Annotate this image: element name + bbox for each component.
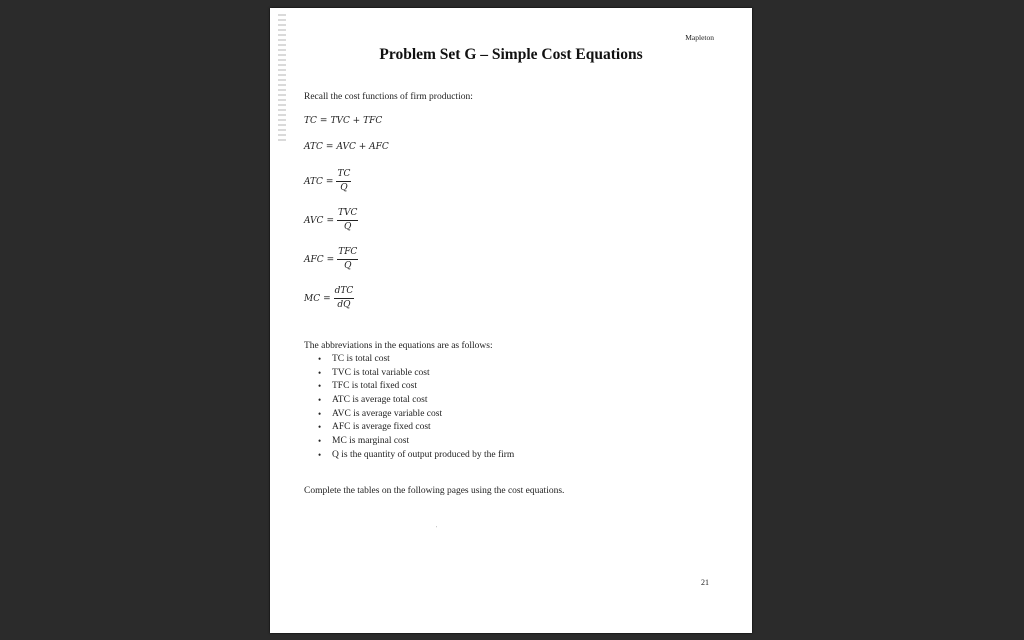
page-title: Problem Set G – Simple Cost Equations xyxy=(379,46,643,63)
abbreviations-intro: The abbreviations in the equations are as follows: xyxy=(304,341,493,351)
list-item: • ATC is average total cost xyxy=(318,394,514,408)
equation-lhs: AFC xyxy=(304,254,324,265)
equation-tc xyxy=(304,116,382,126)
equation-atc xyxy=(304,169,351,194)
bullet-icon: • xyxy=(318,354,322,364)
list-item: • TVC is total variable cost xyxy=(318,367,514,381)
equation-lhs: ATC xyxy=(304,142,323,152)
equals-sign: = xyxy=(325,176,334,187)
list-item: • AFC is average fixed cost xyxy=(318,421,514,435)
abbreviation-list xyxy=(318,353,514,463)
equation-atc-sum xyxy=(304,142,389,152)
equals-sign: = xyxy=(326,254,335,265)
bullet-icon: • xyxy=(318,422,322,433)
intro-text: Recall the cost functions of firm production: xyxy=(304,92,473,102)
equation-rhs: AVC + AFC xyxy=(336,142,389,152)
list-item: • Q is the quantity of output produced by the firm xyxy=(318,449,514,463)
list-item: • MC is marginal cost xyxy=(318,435,514,449)
fraction xyxy=(334,286,355,311)
equation-lhs: TC xyxy=(304,116,317,126)
fraction-numerator: TFC xyxy=(337,247,358,260)
equation-avc xyxy=(304,208,358,233)
bullet-icon: • xyxy=(318,395,322,406)
equation-rhs: TVC + TFC xyxy=(330,116,383,126)
author-header: Mapleton xyxy=(685,33,714,42)
list-item: • AVC is average variable cost xyxy=(318,408,514,422)
fraction-denominator: Q xyxy=(340,183,348,193)
scan-margin-artifact xyxy=(278,14,286,144)
fraction xyxy=(337,247,358,272)
instruction-text: Complete the tables on the following pages using the cost equations. xyxy=(304,486,565,496)
equals-sign: = xyxy=(326,215,334,226)
bullet-icon: • xyxy=(318,367,322,378)
fraction-denominator: Q xyxy=(343,222,352,232)
list-item: • TFC is total fixed cost xyxy=(318,380,514,394)
fraction-numerator: dTC xyxy=(334,286,355,299)
bullet-icon: • xyxy=(318,436,322,447)
bullet-icon: • xyxy=(318,381,322,392)
fraction-denominator: Q xyxy=(344,261,352,271)
scan-speck: ' xyxy=(436,526,438,532)
equals-sign: = xyxy=(325,142,334,152)
equation-lhs: AVC xyxy=(304,215,324,226)
fraction xyxy=(336,169,351,194)
equation-mc xyxy=(304,286,354,311)
page-number: 21 xyxy=(701,578,709,587)
list-item: • TC is total cost xyxy=(318,353,514,367)
equals-sign: = xyxy=(323,293,331,304)
fraction xyxy=(337,208,358,233)
fraction-numerator: TVC xyxy=(337,208,358,221)
equation-lhs: MC xyxy=(304,293,321,304)
fraction-numerator: TC xyxy=(336,169,351,182)
equals-sign: = xyxy=(319,116,328,126)
document-page xyxy=(270,8,752,633)
bullet-icon: • xyxy=(318,449,322,460)
equation-lhs: ATC xyxy=(304,176,323,187)
fraction-denominator: dQ xyxy=(337,300,351,310)
equation-afc xyxy=(304,247,358,272)
bullet-icon: • xyxy=(318,408,322,419)
